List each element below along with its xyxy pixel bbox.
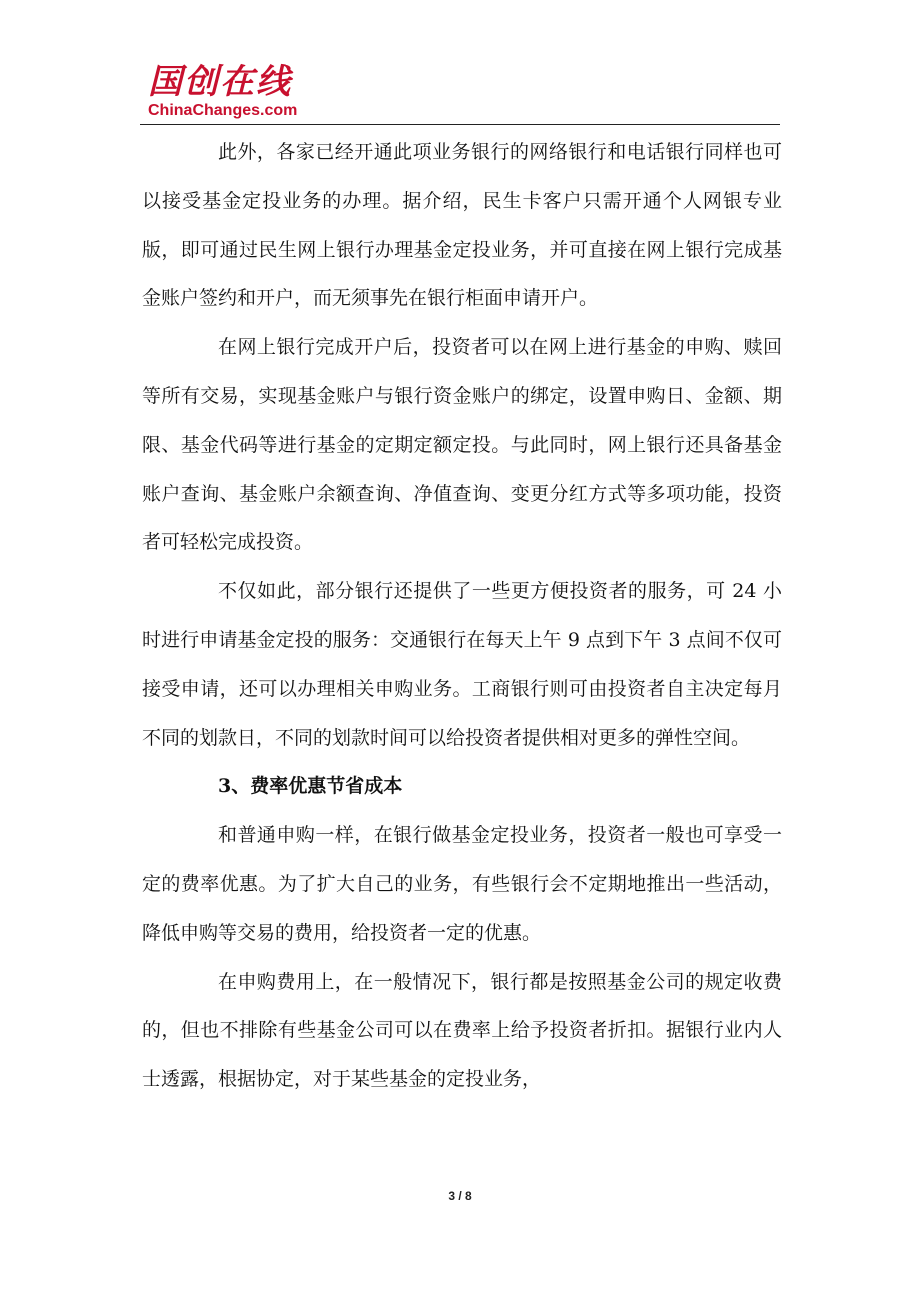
paragraph-1: 此外，各家已经开通此项业务银行的网络银行和电话银行同样也可以接受基金定投业务的办理。据介绍，民生卡客户只需开通个人网银专业版，即可通过民生网上银行办理基金定投业务，并可直接在网上银行完成基金账户签约和开户，而无须事先在银行柜面申请开户。 [142,141,782,310]
paragraph-3: 不仅如此，部分银行还提供了一些更方便投资者的服务，可 24 小时进行申请基金定投的服务：交通银行在每天上午 9 点到下午 3 点间不仅可接受申请，还可以办理相关申购业务。工商银行则可由投资者自主决定每月不同的划款日，不同的划款时间可以给投资者提供相对更多的弹性空间。 [142,580,782,749]
paragraph-4: 和普通申购一样，在银行做基金定投业务，投资者一般也可享受一定的费率优惠。为了扩大自己的业务，有些银行会不定期地推出一些活动，降低申购等交易的费用，给投资者一定的优惠。 [142,824,782,944]
section-heading: 3、费率优惠节省成本 [218,775,403,798]
paragraph-2: 在网上银行完成开户后，投资者可以在网上进行基金的申购、赎回等所有交易，实现基金账户与银行资金账户的绑定，设置申购日、金额、期限、基金代码等进行基金的定期定额定投。与此同时，网上银行还具备基金账户查询、基金账户余额查询、净值查询、变更分红方式等多项功能，投资者可轻松完成投资。 [142,336,782,554]
paragraph-5: 在申购费用上，在一般情况下，银行都是按照基金公司的规定收费的，但也不排除有些基金公司可以在费率上给予投资者折扣。据银行业内人士透露，根据协定，对于某些基金的定投业务， [142,970,782,1091]
logo-text: 国创在线 [148,62,292,102]
header-divider [140,124,780,125]
page-number: 3 / 8 [448,1189,472,1203]
page-header [140,62,780,128]
logo-subtitle: ChinaChanges.com [148,102,298,119]
document-body [142,128,782,1104]
